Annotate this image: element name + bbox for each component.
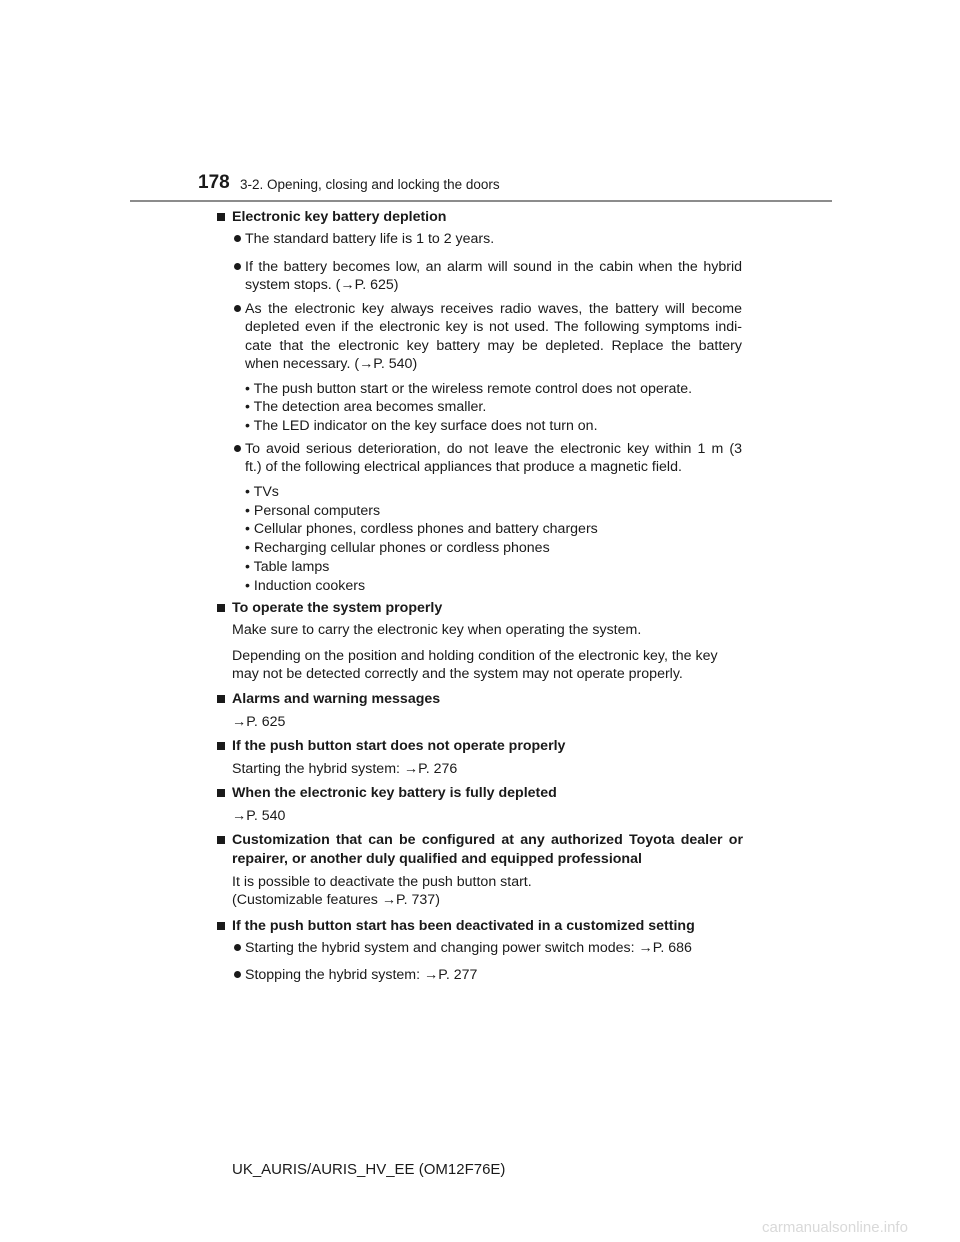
appliance-item: • TVs (245, 484, 279, 500)
bullet-battery-life: The standard battery life is 1 to 2 years. (245, 231, 495, 247)
watermark: carmanualsonline.info (762, 1219, 908, 1236)
bullet-icon (234, 263, 241, 270)
bullet-radio-waves-line1: As the electronic key always receives radio waves, the battery will become (245, 301, 742, 317)
paragraph-customizable-features: (Customizable features →P. 737) (232, 892, 440, 908)
bullet-start-hybrid: Starting the hybrid system and changing power switch modes: →P. 686 (245, 940, 692, 956)
bullet-icon (234, 944, 241, 951)
bullet-battery-low-line1: If the battery becomes low, an alarm will sound in the cabin when the hybrid (245, 259, 742, 275)
bullet-stop-hybrid: Stopping the hybrid system: →P. 277 (245, 967, 478, 983)
page-number: 178 (198, 172, 230, 193)
paragraph-deactivate: It is possible to deactivate the push button start. (232, 874, 532, 890)
link-depleted-ref[interactable]: →P. 540 (232, 808, 286, 824)
symptom-item: • The LED indicator on the key surface does not turn on. (245, 418, 598, 434)
bullet-icon (234, 971, 241, 978)
heading-marker-icon (217, 789, 225, 797)
heading-battery-depletion: Electronic key battery depletion (232, 209, 447, 225)
bullet-radio-waves-line4: when necessary. (→P. 540) (245, 356, 418, 372)
heading-deactivated: If the push button start has been deactivated in a customized setting (232, 918, 695, 934)
bullet-icon (234, 305, 241, 312)
bullet-battery-low-line2: system stops. (→P. 625) (245, 277, 399, 293)
bullet-avoid-line2: ft.) of the following electrical appliances that produce a magnetic field. (245, 459, 682, 475)
appliance-item: • Recharging cellular phones or cordless phones (245, 540, 550, 556)
heading-operate-properly: To operate the system properly (232, 600, 443, 616)
bullet-avoid-line1: To avoid serious deterioration, do not leave the electronic key within 1 m (3 (245, 441, 742, 457)
heading-push-button-start: If the push button start does not operate properly (232, 738, 566, 754)
appliance-item: • Personal computers (245, 503, 381, 519)
symptom-item: • The detection area becomes smaller. (245, 399, 487, 415)
appliance-item: • Induction cookers (245, 578, 366, 594)
bullet-radio-waves-line2: depleted even if the electronic key is not used. The following symptoms indi- (245, 319, 742, 335)
heading-fully-depleted: When the electronic key battery is fully depleted (232, 785, 557, 801)
paragraph-carry-key: Make sure to carry the electronic key when operating the system. (232, 622, 642, 638)
heading-marker-icon (217, 213, 225, 221)
bullet-icon (234, 235, 241, 242)
heading-marker-icon (217, 742, 225, 750)
footer-document-code: UK_AURIS/AURIS_HV_EE (OM12F76E) (232, 1161, 506, 1178)
heading-marker-icon (217, 604, 225, 612)
heading-marker-icon (217, 922, 225, 930)
paragraph-depending-line2: may not be detected correctly and the system may not operate properly. (232, 666, 683, 682)
heading-marker-icon (217, 836, 225, 844)
link-alarms-ref[interactable]: →P. 625 (232, 714, 286, 730)
bullet-radio-waves-line3: cate that the electronic key battery may be depleted. Replace the battery (245, 338, 742, 354)
symptom-item: • The push button start or the wireless remote control does not operate. (245, 381, 693, 397)
header-divider (130, 200, 832, 202)
bullet-icon (234, 445, 241, 452)
appliance-item: • Cellular phones, cordless phones and battery chargers (245, 521, 598, 537)
paragraph-depending-line1: Depending on the position and holding condition of the electronic key, the key (232, 648, 718, 664)
heading-alarms: Alarms and warning messages (232, 691, 441, 707)
appliance-item: • Table lamps (245, 559, 330, 575)
paragraph-starting-hybrid: Starting the hybrid system: →P. 276 (232, 761, 458, 777)
heading-customization-line1: Customization that can be configured at any authorized Toyota dealer or (232, 832, 743, 848)
heading-marker-icon (217, 695, 225, 703)
section-title: 3-2. Opening, closing and locking the doors (240, 177, 500, 192)
heading-customization-line2: repairer, or another duly qualified and equipped professional (232, 851, 642, 867)
